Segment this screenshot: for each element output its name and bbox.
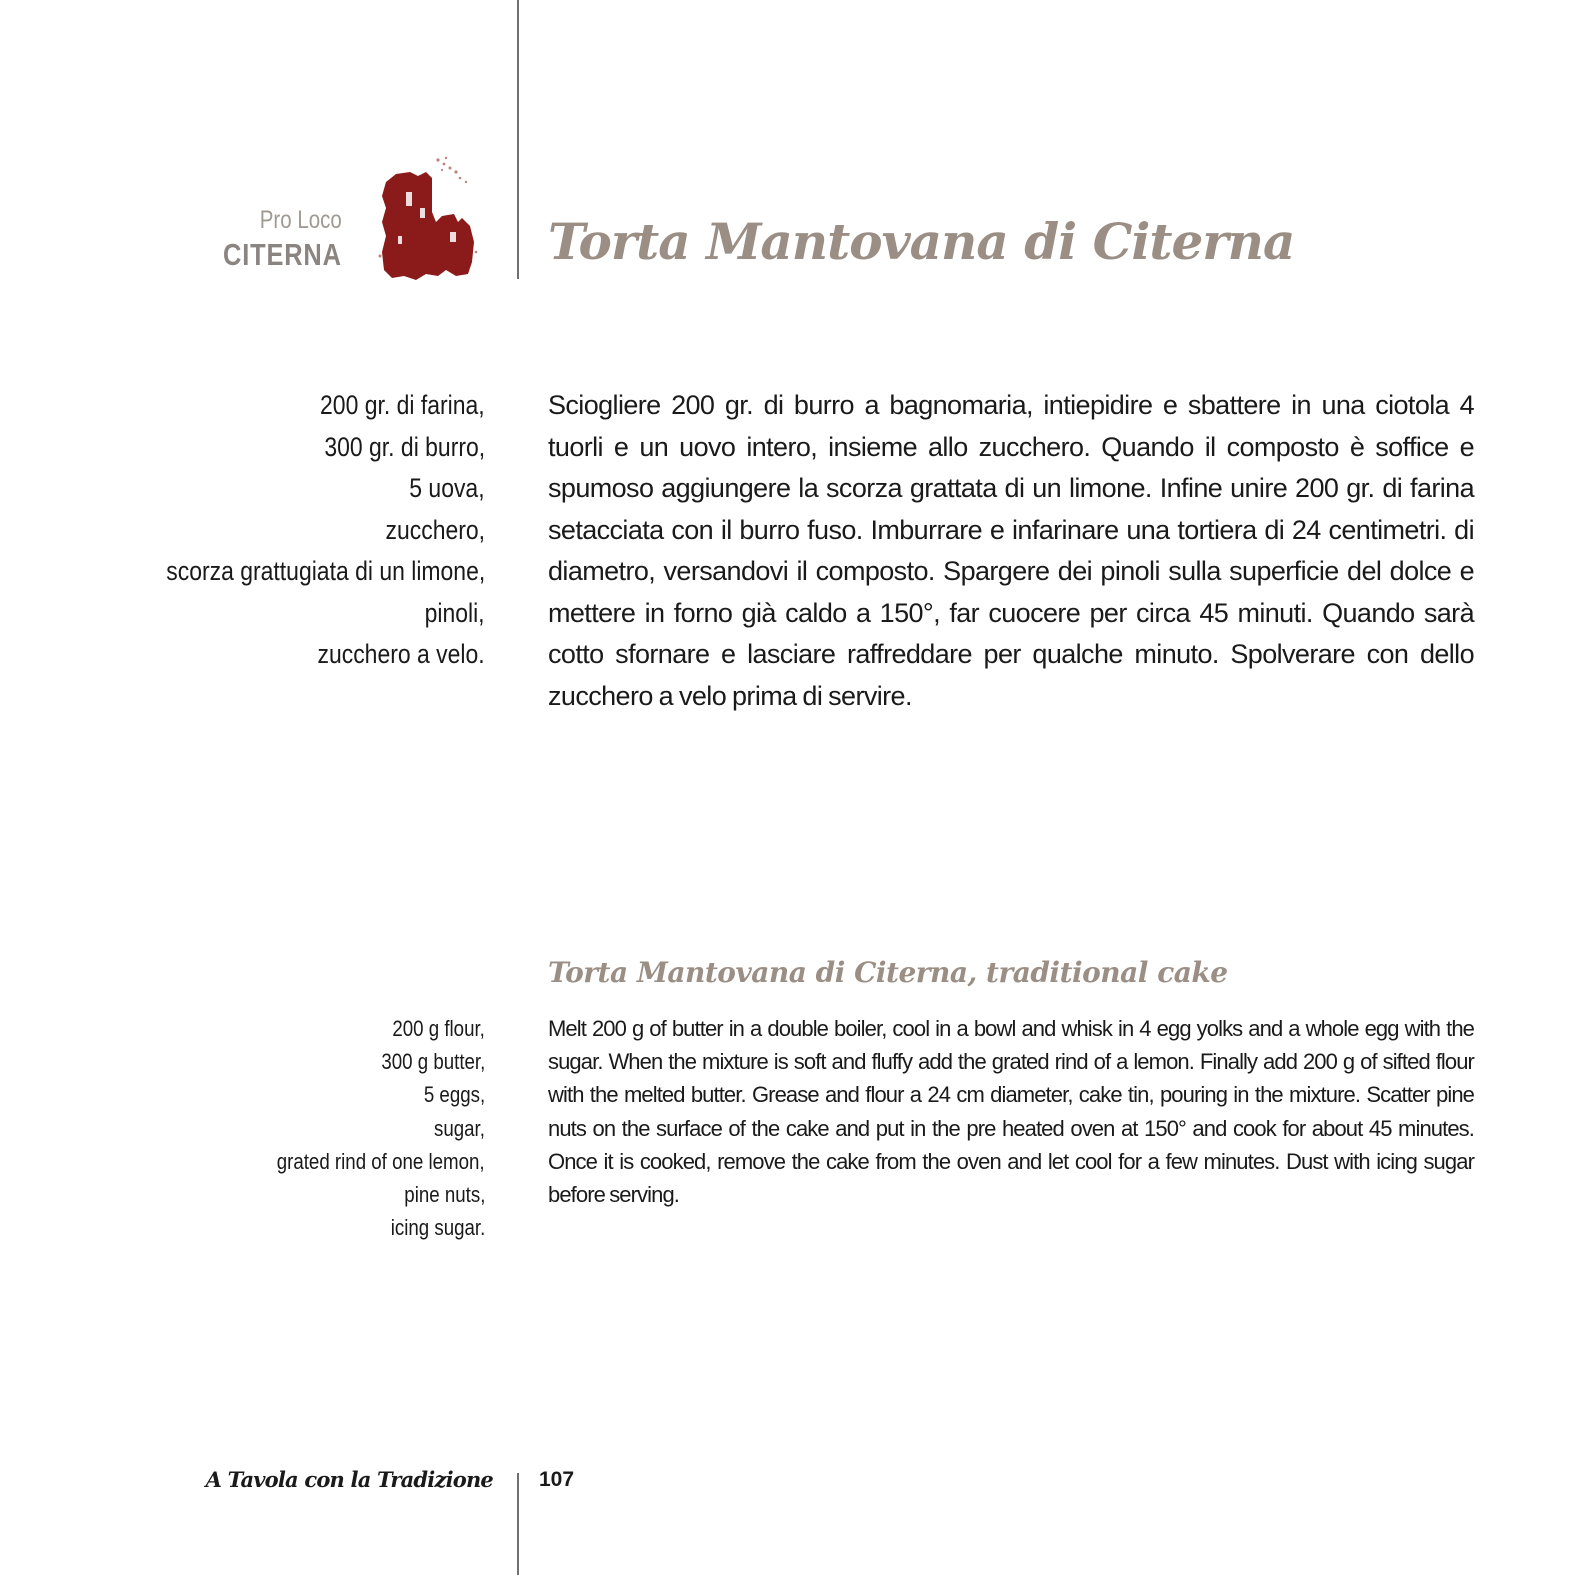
ingredient-item: pine nuts, — [403, 1182, 485, 1208]
ingredient-item: 200 gr. di farina, — [320, 390, 485, 420]
pro-loco-logo-text — [197, 208, 342, 270]
ingredients-list-italian — [85, 385, 485, 676]
vertical-divider-bottom — [517, 1473, 519, 1575]
ingredient-item: zucchero, — [385, 514, 485, 545]
tower-emblem-icon — [376, 152, 480, 282]
ingredient-item: zucchero a velo. — [317, 639, 485, 669]
vertical-divider-top — [517, 0, 519, 279]
logo-line-citerna: CITERNA — [223, 237, 342, 272]
ingredient-item: grated rind of one lemon, — [277, 1148, 485, 1174]
ingredients-list-english — [85, 1012, 485, 1244]
ingredient-item: 5 eggs, — [423, 1082, 485, 1108]
ingredient-item: 300 g butter, — [381, 1049, 485, 1075]
ingredient-item: 200 g flour, — [392, 1016, 485, 1041]
method-english: Melt 200 g of butter in a double boiler, cool in a bowl and whisk in 4 egg yolks and a whole egg with the sugar. When the mixture is soft and fluffy add the grated rind of a lemon. Finally add 200 g of sifted flour with the melted butter. Grease and flour a 24 cm diameter, cake tin, pouring in the mixture. Scatter pine nuts on the surface of the cake and put in the pre heated oven at 150° and cook for about 45 minutes. Once it is cooked, remove the cake from the oven and let cool for a few minutes. Dust with icing sugar before serving. — [548, 1016, 1474, 1208]
ingredient-item: sugar, — [434, 1115, 485, 1141]
ingredient-item: scorza grattugiata di un limone, — [166, 556, 485, 586]
footer-book-title: A Tavola con la Tradizione — [205, 1467, 493, 1492]
ingredient-item: pinoli, — [425, 597, 485, 628]
recipe-subtitle-english: Torta Mantovana di Citerna, traditional cake — [548, 956, 1228, 989]
logo-line-pro-loco: Pro Loco — [259, 206, 342, 234]
ingredient-item: 5 uova, — [409, 473, 485, 503]
method-italian: Sciogliere 200 gr. di burro a bagnomaria, intiepidire e sbattere in una ciotola 4 tuorli e un uovo intero, insieme allo zucchero. Quando il composto è soffice e spumoso aggiungere la scorza grattata di un limone. Infine unire 200 gr. di farina setacciata con il burro fuso. Imburrare e infarinare una tortiera di 24 centimetri. di diametro, versandovi il composto. Spargere dei pinoli sulla superficie del dolce e mettere in forno già caldo a 150°, far cuocere per circa 45 minuti. Quando sarà cotto sfornare e lasciare raffreddare per qualche minuto. Spolverare con dello zucchero a velo prima di servire. — [548, 390, 1474, 711]
ingredient-item: 300 gr. di burro, — [324, 431, 485, 462]
ingredient-item: icing sugar. — [390, 1215, 485, 1241]
recipe-title: Torta Mantovana di Citerna — [548, 212, 1295, 271]
page-number: 107 — [539, 1468, 575, 1491]
